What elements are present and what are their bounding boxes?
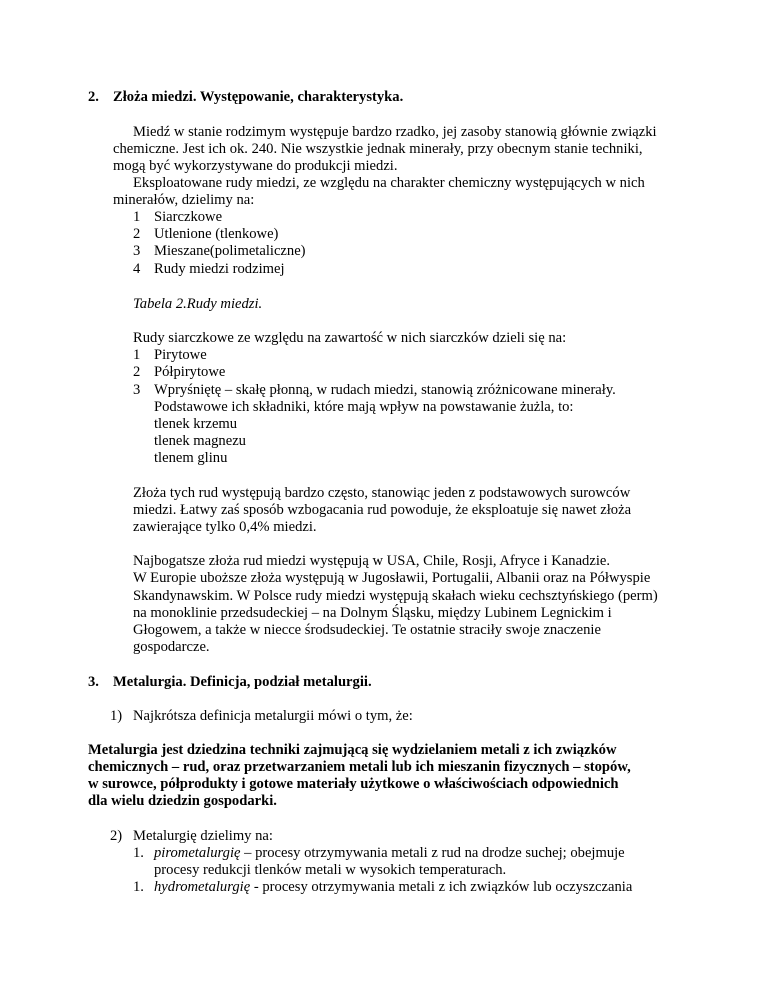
- sublist-item: [154, 845, 625, 862]
- paragraph-line: zawierające tylko 0,4% miedzi.: [133, 519, 317, 535]
- paragraph-line: chemiczne. Jest ich ok. 240. Nie wszystkie jednak minerały, przy obecnym stanie techniki,: [113, 141, 643, 157]
- term-pirometalurgia: pirometalurgię: [154, 845, 241, 861]
- list-item: Siarczkowe: [154, 209, 223, 225]
- list-number: 2): [110, 828, 123, 844]
- paragraph-line: gospodarcze.: [133, 639, 210, 655]
- section-3-number: 3.: [88, 674, 99, 690]
- paragraph-line: Eksploatowane rudy miedzi, ze względu na charakter chemiczny występujących w nich: [133, 175, 645, 191]
- list-item: Pirytowe: [154, 347, 207, 363]
- list-item: Utlenione (tlenkowe): [154, 226, 279, 242]
- list-number: 2: [133, 364, 141, 380]
- term-description: – procesy otrzymywania metali z rud na drodze suchej; obejmuje: [240, 845, 625, 861]
- list-item: Rudy miedzi rodzimej: [154, 261, 285, 277]
- paragraph-line: na monoklinie przedsudeckiej – na Dolnym Śląsku, między Lubinem Legnickim i: [133, 605, 612, 621]
- definition-line: Metalurgia jest dziedzina techniki zajmującą się wydzielaniem metali z ich związków: [88, 742, 617, 758]
- definition-line: dla wielu dziedzin gospodarki.: [88, 793, 277, 809]
- list-number: 3: [133, 382, 141, 398]
- sublist-number: 1.: [133, 845, 144, 861]
- paragraph-line: Złoża tych rud występują bardzo często, stanowiąc jeden z podstawowych surowców: [133, 485, 631, 501]
- list-item: Mieszane(polimetaliczne): [154, 243, 306, 259]
- list-number: 2: [133, 226, 141, 242]
- list-item: Metalurgię dzielimy na:: [133, 828, 273, 844]
- term-hydrometalurgia: hydrometalurgię: [154, 879, 251, 895]
- sublist-item: [154, 879, 632, 896]
- definition-line: w surowce, półprodukty i gotowe materiały użytkowe o właściwościach odpowiednich: [88, 776, 619, 792]
- sublist-number: 1.: [133, 879, 144, 895]
- definition-line: chemicznych – rud, oraz przetwarzaniem metali lub ich mieszanin fizycznych – stopów,: [88, 759, 631, 775]
- paragraph-line: mogą być wykorzystywane do produkcji miedzi.: [113, 158, 398, 174]
- term-description: - procesy otrzymywania metali z ich związków lub oczyszczania: [250, 879, 633, 895]
- component-item: tlenek krzemu: [154, 416, 238, 432]
- sublist-continuation: procesy redukcji tlenków metali w wysokich temperaturach.: [154, 862, 507, 878]
- list-number: 4: [133, 261, 141, 277]
- section-2-title: Złoża miedzi. Występowanie, charakterystyka.: [113, 89, 404, 105]
- list-item: Najkrótsza definicja metalurgii mówi o tym, że:: [133, 708, 413, 724]
- paragraph-line: miedzi. Łatwy zaś sposób wzbogacania rud powoduje, że eksploatuje się nawet złoża: [133, 502, 632, 518]
- paragraph-line: Podstawowe ich składniki, które mają wpływ na powstawanie żużla, to:: [154, 399, 574, 415]
- list-number: 1): [110, 708, 123, 724]
- component-item: tlenek magnezu: [154, 433, 246, 449]
- paragraph-line: minerałów, dzielimy na:: [113, 192, 255, 208]
- paragraph-line: Najbogatsze złoża rud miedzi występują w USA, Chile, Rosji, Afryce i Kanadzie.: [133, 553, 611, 569]
- paragraph-line: W Europie uboższe złoża występują w Jugosławii, Portugalii, Albanii oraz na Półwyspie: [133, 570, 651, 586]
- list-number: 3: [133, 243, 141, 259]
- table-caption: Tabela 2.Rudy miedzi.: [133, 296, 263, 312]
- paragraph-line: Miedź w stanie rodzimym występuje bardzo rzadko, jej zasoby stanowią głównie związki: [133, 124, 657, 140]
- paragraph-line: Rudy siarczkowe ze względu na zawartość w nich siarczków dzieli się na:: [133, 330, 567, 346]
- list-number: 1: [133, 347, 141, 363]
- list-number: 1: [133, 209, 141, 225]
- component-item: tlenem glinu: [154, 450, 228, 466]
- list-item: Wpryśniętę – skałę płonną, w rudach miedzi, stanowią zróżnicowane minerały.: [154, 382, 616, 398]
- section-3-title: Metalurgia. Definicja, podział metalurgii.: [113, 674, 372, 690]
- list-item: Półpirytowe: [154, 364, 226, 380]
- paragraph-line: Skandynawskim. W Polsce rudy miedzi występują skałach wieku cechsztyńskiego (perm): [133, 588, 658, 604]
- paragraph-line: Głogowem, a także w niecce środsudeckiej. Te ostatnie straciły swoje znaczenie: [133, 622, 601, 638]
- section-2-number: 2.: [88, 89, 99, 105]
